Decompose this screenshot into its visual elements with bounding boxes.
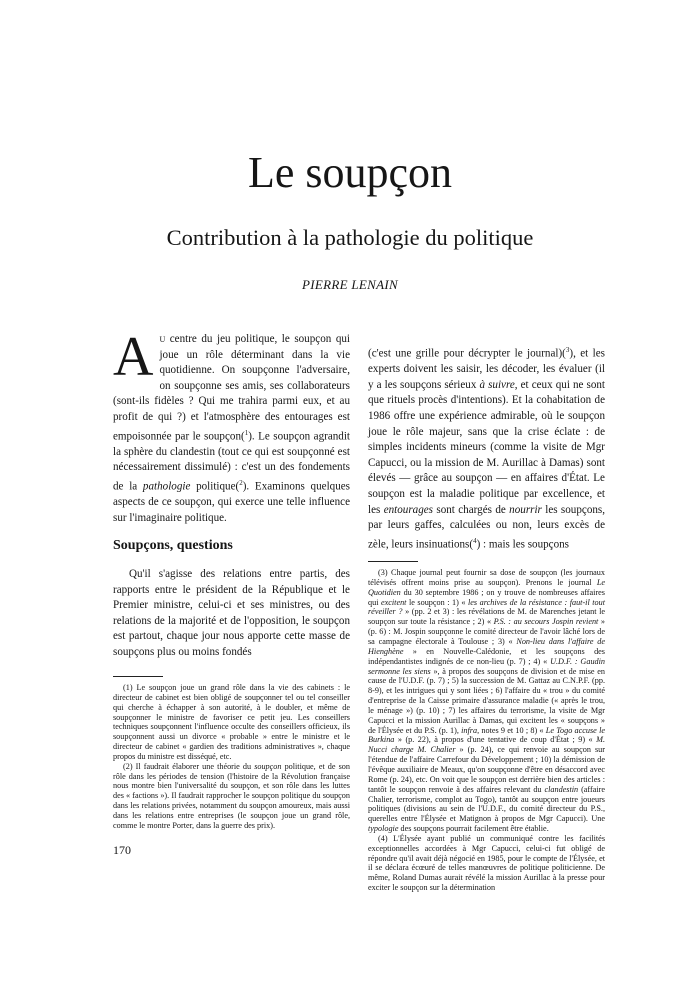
footnote-ref-3[interactable]: 3 xyxy=(565,346,570,354)
section-block xyxy=(113,537,350,661)
footnote-3 xyxy=(368,568,605,834)
fn-text: », à propos des soupçons de division et de mise en cause de l'U.D.F. (p. 7) ; 5) la succession de M. Gattaz au C.N.P.F. (pp. 8-9), et les intrigues qui y sont liées ; 6) l'affaire du « trou » du comité d'entreprise de la Caisse primaire d'assurance maladie (« après le trou, le ménage ») (p. 10) ; 7) les affaires du terrorisme, la visite de Mgr Capucci et la mission Aurillac à Damas, qui excitent les « soupçons » de l'Élysée et du P.S. (p. 1), xyxy=(368,666,605,735)
fn-italic: P.S. : au secours Jospin revient xyxy=(493,617,599,627)
text: ) : mais les soupçons xyxy=(476,538,570,551)
footnote-ref-1[interactable]: 1 xyxy=(244,428,249,437)
fn-text: » en Nouvelle-Calédonie, et les soupçons des indépendantistes indignés de ce non-lieu (p. 7) ; 4) « xyxy=(368,646,605,666)
footnote-rule xyxy=(113,676,163,677)
article-title: Le soupçon xyxy=(247,148,453,197)
fn-italic: Le Togo accuse le Burkina xyxy=(368,725,605,745)
text: , et ceux qui ne sont que rituels procès d'intentions). Et la cohabitation de 1986 offre une expérience admirable, où le soupçon joue le rôle majeur, sans que la crise éclate : de simples incidents mineurs (comme la visite de Mgr Capucci, ou la mission de M. Aurillac à Damas) sont élevés — grâce au soupçon — en affaires d'État. Le soupçon est la maladie politique par excellence, et les xyxy=(368,378,605,516)
fn-italic: excitent xyxy=(381,597,407,607)
fn-text: Chaque journal peut fournir sa dose de soupçon (les journaux télévisés offrent moins prise au soupçon). Prenons le journal xyxy=(368,568,605,587)
fn-text: , notes 9 et 10 ; 8) « xyxy=(477,725,546,735)
fn-text: (affaire Chalier, terrorisme, complot au Togo), tantôt au soupçon entre joueurs politiques (divisions au sein de l'U.D.F., du comité directeur du P.S., querelles entre l'Élysée et Matignon à propos de Mgr Capucci). Une xyxy=(368,784,606,824)
italic-text: entourages xyxy=(383,503,434,516)
section-paragraph: Qu'il s'agisse des relations entre partis, des rapports entre le président de la République et le Premier ministre, celui-ci et ses ministres, ou des relations de la majorité et de l'opposition, le soupçon est partout, chaque jour nous apporte cette masse de soupçons plus ou moins fondés xyxy=(113,568,350,658)
footnote-italic: soupçon xyxy=(254,761,282,771)
fn-italic: infra xyxy=(461,725,478,735)
fn-text: des soupçons pourrait facilement être établie. xyxy=(398,824,549,834)
intro-text: centre du jeu politique, le soupçon qui joue un rôle déterminant dans la vie quotidienne. On soupçonne l'adversaire, on soupçonne ses amis, ses collaborateurs (sont-ils fidèles ? Qui me trahira parmi eux, et au profit de qui ?) et l'atmosphère des entourages est empoisonnée par le soupçon( xyxy=(113,333,350,443)
fn-italic: clandestin xyxy=(544,784,579,794)
text: sont chargés de xyxy=(433,503,510,516)
fn-italic: Le Quotidien xyxy=(368,577,605,597)
right-paragraph xyxy=(368,343,605,553)
intro-text-4: ). Examinons quelques aspects de ce soupçon, qui exerce une telle influence sur l'imaginaire politique. xyxy=(113,480,350,524)
footnote-number: (1) xyxy=(123,683,133,692)
fn-text: » (p. 24), ce qui renvoie au soupçon sur l'étendue de l'affaire Carrefour du Développement ; 10) la démission de l'évêque auxiliaire de Meaux, qu'on soupçonne d'être en désaccord avec Rome (p. 24), etc. On voit que le soupçon est derrière bien des articles : tantôt le soupçon renvoie à des affaires relevant du xyxy=(368,745,605,794)
fn-italic: U.D.F. : Gaudin sermonne les siens xyxy=(368,656,605,676)
footnote-number: (4) xyxy=(378,833,388,843)
footnote-number: (3) xyxy=(378,568,388,578)
footnote-text: Le soupçon joue un grand rôle dans la vie des cabinets : le directeur de cabinet est bien obligé de soupçonner tel ou tel conseiller qui cherche à échapper à son autorité, à le doubler, et même de soupçonner le ministre de favoriser ce petit jeu. Les conseillers techniques soupçonnent l'influence occulte des conseillers officieux, ils soupçonnent aussi un divorce « probable » entre le ministre et le directeur de cabinet « gardien des traditions administratives », chaque propos du ministre est disséqué, etc. xyxy=(113,683,351,761)
right-column xyxy=(368,343,605,893)
intro-text-3: politique( xyxy=(190,480,240,493)
italic-text: nourrir xyxy=(509,503,542,516)
section-heading: Soupçons, questions xyxy=(113,538,233,553)
italic-text: à suivre xyxy=(479,378,515,391)
article-subtitle: Contribution à la pathologie du politique xyxy=(166,225,534,250)
page-number: 170 xyxy=(113,843,131,857)
text: ), et les experts doivent les saisir, les décoder, les évaluer (il y a les soupçons sérieux xyxy=(368,347,605,391)
footnote-2 xyxy=(113,762,350,831)
drop-cap: A xyxy=(113,326,154,388)
fn-italic: typologie xyxy=(368,824,399,834)
left-footnotes xyxy=(113,676,350,831)
footnote-ref-2[interactable]: 2 xyxy=(239,479,243,488)
lead-in: u xyxy=(159,333,166,345)
left-column xyxy=(113,326,351,527)
intro-italic: pathologie xyxy=(142,480,191,493)
footnote-4 xyxy=(368,834,605,893)
fn-text: du 30 septembre 1986 ; on y trouve de nombreuses affaires qui xyxy=(368,587,605,607)
fn-text: le soupçon : 1) « xyxy=(406,597,469,607)
footnote-text: Il faudrait élaborer une théorie du xyxy=(135,761,255,771)
fn-italic: M. Nucci charge M. Chalier xyxy=(368,735,605,755)
article-author: PIERRE LENAIN xyxy=(302,277,398,292)
fn-italic: les archives de la résistance : faut-il tout réveiller ? xyxy=(368,597,605,617)
footnote-number: (2) xyxy=(123,761,133,771)
fn-text: » (pp. 2 et 3) : les révélations de M. de Marenches jetant le soupçon sur toute la résistance ; 2) « xyxy=(368,607,606,627)
text: (c'est une grille pour décrypter le journal)( xyxy=(368,347,566,360)
footnote-ref-4[interactable]: 4 xyxy=(473,536,477,545)
footnote-1 xyxy=(113,683,350,762)
footnote-rule xyxy=(368,561,418,562)
fn-italic: Non-lieu dans l'affaire de Hienghène xyxy=(368,637,605,656)
text: les soupçons, par leurs gaffes, calculées ou non, leurs excès de zèle, leurs insinuations( xyxy=(368,503,606,551)
footnote-text: L'Élysée ayant publié un communiqué contre les facilités exceptionnelles accordées à Mgr Capucci, celui-ci fut obligé de répondre qu'il avait déjà négocié en 1985, pour le compte de l'Élysée, et il se déclara écœuré de telles manœuvres de politique politicienne. De même, Roland Dumas aurait révélé la mission Aurillac à la presse pour exciter le soupçon sur la détermination xyxy=(368,833,606,893)
fn-text: » (p. 6) : M. Jospin soupçonne le comité directeur de l'avoir lâché lors de sa campagne électorale à Toulouse ; 3) « xyxy=(368,617,605,646)
footnote-text: politique, et de son rôle dans les périodes de tension (l'histoire de la Révolution française nous montre bien l'universalité du soupçon, et son rôle dans les luttes des « factions »). Il faudrait rapprocher le soupçon politique du soupçon dans les relations privées, notamment du soupçon amoureux, mais aussi dans les relations entre entreprises (le soupçon joue un grand rôle, comme le montre Porter, dans la guerre des prix). xyxy=(113,761,350,830)
intro-text-2: ). Le soupçon agrandit la sphère du clandestin (tout ce qui est soupçonné est nécessairement dissimulé) : c'est un des fondements de la xyxy=(113,430,351,493)
fn-text: » (p. 22), à propos d'une tentative de coup d'État ; 9) « xyxy=(394,735,597,745)
intro-paragraph xyxy=(113,326,351,527)
